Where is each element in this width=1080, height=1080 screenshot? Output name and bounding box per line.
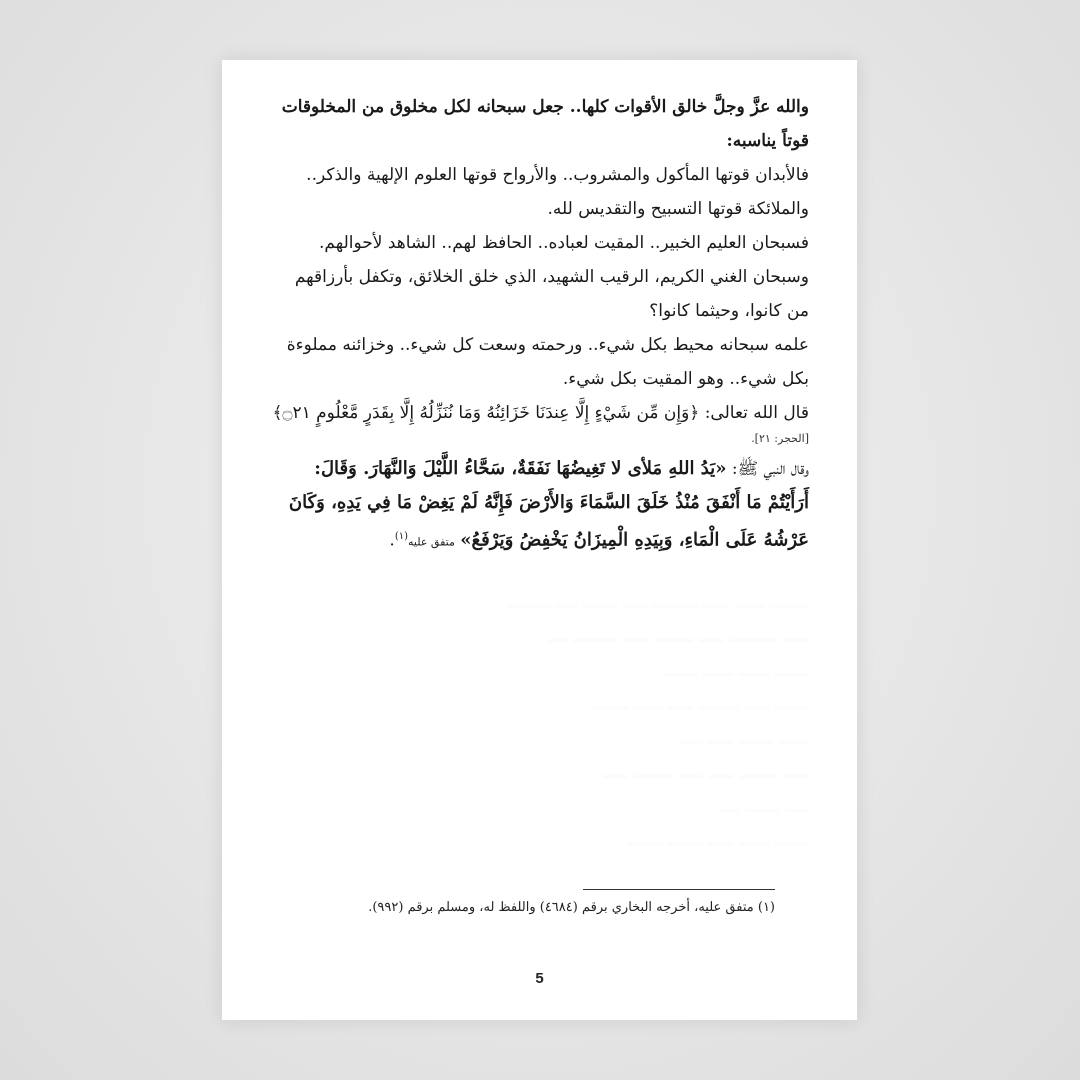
footnote-divider [583, 889, 775, 890]
footnote-marker: (١) [394, 531, 409, 542]
hadith-text: «يَدُ اللهِ مَلأى لا تَغِيضُهَا نَفَقَةٌ، سَحَّاءُ اللَّيْلَ وَالنَّهَارَ. وَقَالَ: أَرَأَيْتُمْ مَا أَنْفَقَ مُنْذُ خَلَقَ السَّمَاءَ وَالأَرْضَ فَإِنَّهُ لَمْ يَغِضْ مَا فِي يَدِهِ، وَكَانَ عَرْشُهُ عَلَى الْمَاءِ، وَبِيَدِهِ الْمِيزَانُ يَخْفِضُ وَيَرْفَعُ» [288, 458, 809, 551]
bleed-through-text [270, 585, 809, 885]
book-page [222, 60, 857, 1020]
hadith-intro: وقال النبي ﷺ: [731, 459, 809, 479]
quran-verse: ﴿وَإِن مِّن شَيْءٍ إِلَّا عِندَنَا خَزَائِنُهُ وَمَا نُنَزِّلُهُ إِلَّا بِقَدَرٍ مَّعْلُومٍ ۝٢١﴾ [272, 403, 700, 423]
paragraph-4: وسبحان الغني الكريم، الرقيب الشهيد، الذي خلق الخلائق، وتكفل بأرزاقهم من كانوا، وحيثما كانوا؟ [294, 267, 809, 321]
hadith-block: وقال النبي ﷺ: «يَدُ اللهِ مَلأى لا تَغِيضُهَا نَفَقَةٌ، سَحَّاءُ اللَّيْلَ وَالنَّهَارَ. وَقَالَ: أَرَأَيْتُمْ مَا أَنْفَقَ مُنْذُ خَلَقَ السَّمَاءَ وَالأَرْضَ فَإِنَّهُ لَمْ يَغِضْ مَا فِي يَدِهِ، وَكَانَ عَرْشُهُ عَلَى الْمَاءِ، وَبِيَدِهِ الْمِيزَانُ يَخْفِضُ وَيَرْفَعُ» متفق عليه$^{(١)}$. [288, 458, 809, 551]
paragraph-2: فالأبدان قوتها المأكول والمشروب.. والأرواح قوتها العلوم الإلهية والذكر.. والملائكة قوتها التسبيح والتقديس لله. [306, 165, 809, 219]
paragraph-3: فسبحان العليم الخبير.. المقيت لعباده.. الحافظ لهم.. الشاهد لأحوالهم. [319, 233, 809, 253]
page-number: 5 [535, 970, 544, 987]
paragraph-1: والله عزَّ وجلَّ خالق الأقوات كلها.. جعل سبحانه لكل مخلوق من المخلوقات قوتاً يناسبه: [281, 97, 809, 151]
body-text [270, 90, 809, 560]
footnote: (١) متفق عليه، أخرجه البخاري برقم (٤٦٨٤) واللفظ له، ومسلم برقم (٩٩٢). [368, 900, 775, 915]
quran-reference: [الحجر: ٢١]. [751, 432, 809, 445]
paragraph-5: علمه سبحانه محيط بكل شيء.. ورحمته وسعت كل شيء.. وخزائنه مملوءة بكل شيء.. وهو المقيت بكل شيء. [286, 335, 809, 389]
quran-intro: قال الله تعالى: [704, 403, 809, 423]
hadith-source: متفق عليه [408, 535, 455, 549]
quran-citation [270, 396, 809, 430]
